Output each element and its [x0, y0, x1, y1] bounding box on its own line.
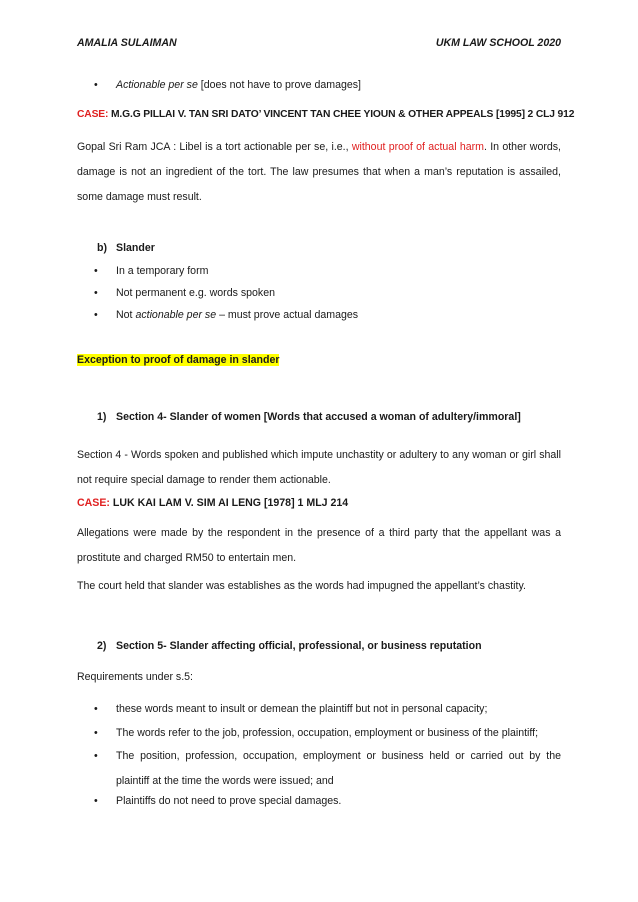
case-paragraph-luk-2: The court held that slander was establishes as the words had impugned the appellant’s chastity. — [77, 580, 526, 592]
bullet-text: • The position, profession, occupation, employment or business held or carried out by the plaintiff at the time the words were issued; and — [116, 750, 561, 787]
case-label: CASE: — [77, 497, 110, 509]
case-paragraph-pillai — [77, 135, 561, 210]
bullet-text: • these words meant to insult or demean the plaintiff but not in personal capacity; — [116, 703, 488, 715]
heading-text: Section 4- Slander of women [Words that accused a woman of adultery/immoral] — [116, 411, 521, 423]
slander-bullet-2 — [97, 287, 561, 299]
highlighted-heading: Exception to proof of damage in slander — [77, 354, 280, 366]
bullet-text: [does not have to prove damages] — [197, 79, 361, 91]
page-header — [77, 37, 561, 49]
slander-heading — [97, 242, 155, 254]
requirements-label: Requirements under s.5: — [77, 671, 194, 683]
paragraph-text: . In other words, damage is not an ingredient of the tort. The law presumes that when a man’s reputation is assailed, some damage must result. — [77, 141, 561, 203]
case-paragraph-luk-1: Allegations were made by the respondent in the presence of a third party that the appellant was a prostitute and charged RM50 to entertain men. — [77, 527, 561, 564]
heading-number: 1) — [97, 411, 107, 423]
heading-text: Section 5- Slander affecting official, professional, or business reputation — [116, 640, 482, 652]
section-4-paragraph: Section 4 - Words spoken and published which impute unchastity or adultery to any woman or girl shall not require special damage to render them actionable. — [77, 449, 561, 486]
heading-number: 2) — [97, 640, 107, 652]
paragraph-text: Gopal Sri Ram JCA : Libel is a tort actionable per se, i.e., — [77, 141, 352, 153]
requirement-bullet-3 — [97, 744, 561, 794]
highlight-red-text: without proof of actual harm — [351, 141, 484, 153]
section-5-heading — [97, 640, 482, 652]
slander-bullet-1 — [97, 265, 561, 277]
header-author: AMALIA SULAIMAN — [77, 37, 177, 49]
case-title: LUK KAI LAM V. SIM AI LENG [1978] 1 MLJ 214 — [109, 497, 349, 509]
bullet-text: • The words refer to the job, profession, occupation, employment or business of the plaintiff; — [116, 727, 539, 739]
case-heading-luk — [77, 497, 561, 509]
bullet-text: • Not permanent e.g. words spoken — [116, 287, 275, 299]
bullet-text: • In a temporary form — [116, 265, 209, 277]
slander-bullet-3 — [97, 309, 561, 321]
requirement-bullet-2 — [97, 721, 561, 746]
header-school: UKM LAW SCHOOL 2020 — [435, 37, 561, 49]
heading-number: b) — [97, 242, 107, 254]
section-4-heading — [97, 411, 521, 423]
bullet-italic-text: Actionable per se — [116, 79, 198, 91]
heading-text: Slander — [116, 242, 155, 254]
case-title: M.G.G PILLAI V. TAN SRI DATO’ VINCENT TAN CHEE YIOUN & OTHER APPEALS [1995] 2 CLJ 912 — [108, 109, 575, 120]
requirement-bullet-1 — [97, 697, 561, 722]
exception-heading — [77, 354, 561, 366]
bullet-text: • Plaintiffs do not need to prove special damages. — [116, 795, 342, 807]
bullet-actionable-per-se — [97, 79, 561, 91]
bullet-italic-text: actionable per se — [135, 309, 217, 321]
requirement-bullet-4 — [97, 789, 561, 814]
case-heading-pillai — [77, 109, 575, 120]
bullet-text: – must prove actual damages — [216, 309, 359, 321]
case-label: CASE: — [77, 109, 109, 120]
bullet-text: Not — [116, 309, 136, 321]
